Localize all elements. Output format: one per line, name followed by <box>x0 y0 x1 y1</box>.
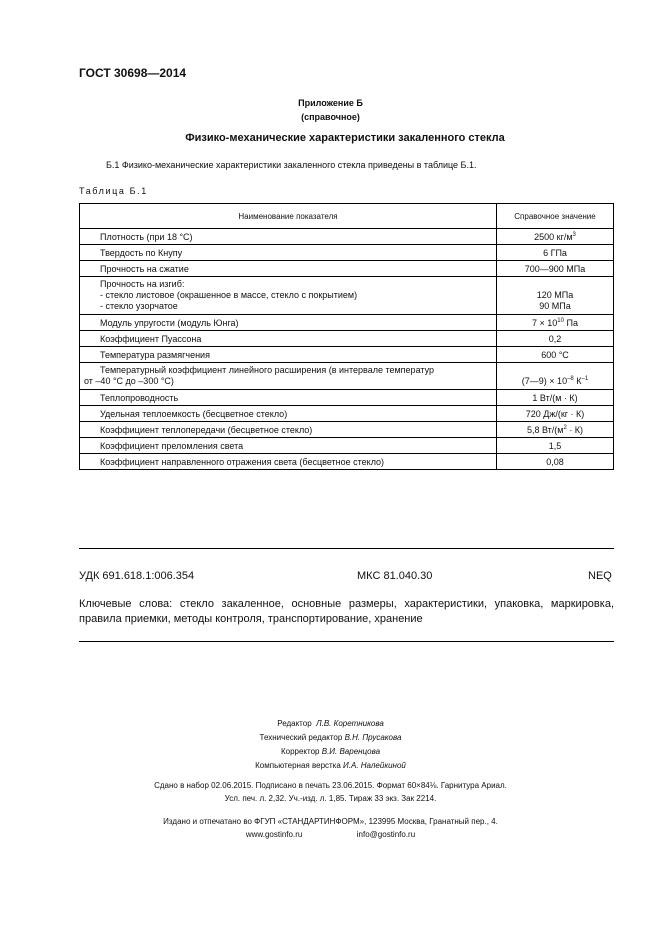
property-value: 720 Дж/(кг · К) <box>497 406 614 422</box>
layout-line: Компьютерная верстка И.А. Налейкиной <box>255 761 406 770</box>
imprint-line-2: Усл. печ. л. 2,32. Уч.-изд. л. 1,85. Тираж 33 экз. Зак 2214. <box>224 794 437 803</box>
property-name: Твердость по Кнупу <box>80 245 497 261</box>
property-name: Коэффициент теплопередачи (бесцветное стекло) <box>80 422 497 438</box>
table-header-row <box>80 204 614 229</box>
mks-code: МКС 81.040.30 <box>357 570 433 582</box>
annex-title <box>0 96 661 124</box>
property-name: Коэффициент направленного отражения света (бесцветное стекло) <box>80 454 497 470</box>
standard-code: ГОСТ 30698—2014 <box>79 66 187 80</box>
divider-bottom <box>79 641 614 642</box>
corrector-line: Корректор В.И. Варенцова <box>280 747 381 756</box>
column-header-name: Наименование показателя <box>80 204 497 229</box>
property-name: Температура размягчения <box>80 347 497 363</box>
website-link[interactable]: www.gostinfo.ru <box>245 830 303 839</box>
column-header-value: Справочное значение <box>497 204 614 229</box>
property-value: 1,5 <box>497 438 614 454</box>
table-row <box>80 422 614 438</box>
neq-mark: NEQ <box>588 570 612 582</box>
property-name: Температурный коэффициент линейного расширения (в интервале температур от –40 °С до –300 °С) <box>80 363 497 390</box>
property-value: 0,2 <box>497 331 614 347</box>
imprint-line-3: Издано и отпечатано во ФГУП «СТАНДАРТИНФОРМ», 123995 Москва, Гранатный пер., 4. <box>163 817 498 826</box>
property-value: 6 ГПа <box>497 245 614 261</box>
property-name: Прочность на изгиб: - стекло листовое (окрашенное в массе, стекло с покрытием) - стекло узорчатое <box>80 277 497 315</box>
email-link[interactable]: info@gostinfo.ru <box>356 830 416 839</box>
table-row <box>80 331 614 347</box>
table-row <box>80 245 614 261</box>
property-name: Удельная теплоемкость (бесцветное стекло) <box>80 406 497 422</box>
property-value: 1 Вт/(м · К) <box>497 390 614 406</box>
property-name: Прочность на сжатие <box>80 261 497 277</box>
imprint-line-1: Сдано в набор 02.06.2015. Подписано в печать 23.06.2015. Формат 60×84⅛. Гарнитура Ариал. <box>154 781 507 790</box>
table-row <box>80 277 614 315</box>
property-value: $7 \times 10^{10}$ Па <box>497 315 614 331</box>
tech-editor-line: Технический редактор В.Н. Прусакова <box>259 733 402 742</box>
property-value: 120 МПа 90 МПа <box>497 277 614 315</box>
table-caption: Таблица Б.1 <box>79 186 148 196</box>
table-row <box>80 315 614 331</box>
property-value: 0,08 <box>497 454 614 470</box>
keywords: Ключевые слова: стекло закаленное, основные размеры, характеристики, упаковка, маркировка, правила приемки, методы контроля, транспортирование, хранение <box>79 598 614 625</box>
annex-label: Приложение Б <box>298 98 363 108</box>
divider-top <box>79 548 614 549</box>
property-value: 600 °С <box>497 347 614 363</box>
table-row <box>80 454 614 470</box>
intro-paragraph: Б.1 Физико-механические характеристики закаленного стекла приведены в таблице Б.1. <box>106 160 477 170</box>
udk-code: УДК 691.618.1:006.354 <box>79 570 195 582</box>
property-value: (7—9) × $10^{-8}$ $К^{-1}$ <box>497 363 614 390</box>
editor-line: Редактор Л.В. Коретникова <box>277 719 384 728</box>
annex-type: (справочное) <box>301 112 360 122</box>
credits-block <box>0 717 661 773</box>
table-row <box>80 406 614 422</box>
property-name: Теплопроводность <box>80 390 497 406</box>
table-row <box>80 347 614 363</box>
section-heading: Физико-механические характеристики закаленного стекла <box>185 132 505 144</box>
property-value: 5,8 $Вт/(м^2 \cdot К)$ <box>497 422 614 438</box>
property-value: 700—900 МПа <box>497 261 614 277</box>
table-row <box>80 229 614 245</box>
table-row <box>80 438 614 454</box>
imprint-contacts <box>0 830 661 839</box>
property-value: 2500 $кг/м^3$ <box>497 229 614 245</box>
property-name: Плотность (при 18 °С) <box>80 229 497 245</box>
properties-table <box>79 203 614 470</box>
table-row <box>80 261 614 277</box>
property-name: Коэффициент преломления света <box>80 438 497 454</box>
property-name: Модуль упругости (модуль Юнга) <box>80 315 497 331</box>
property-name: Коэффициент Пуассона <box>80 331 497 347</box>
table-row <box>80 390 614 406</box>
table-row <box>80 363 614 390</box>
